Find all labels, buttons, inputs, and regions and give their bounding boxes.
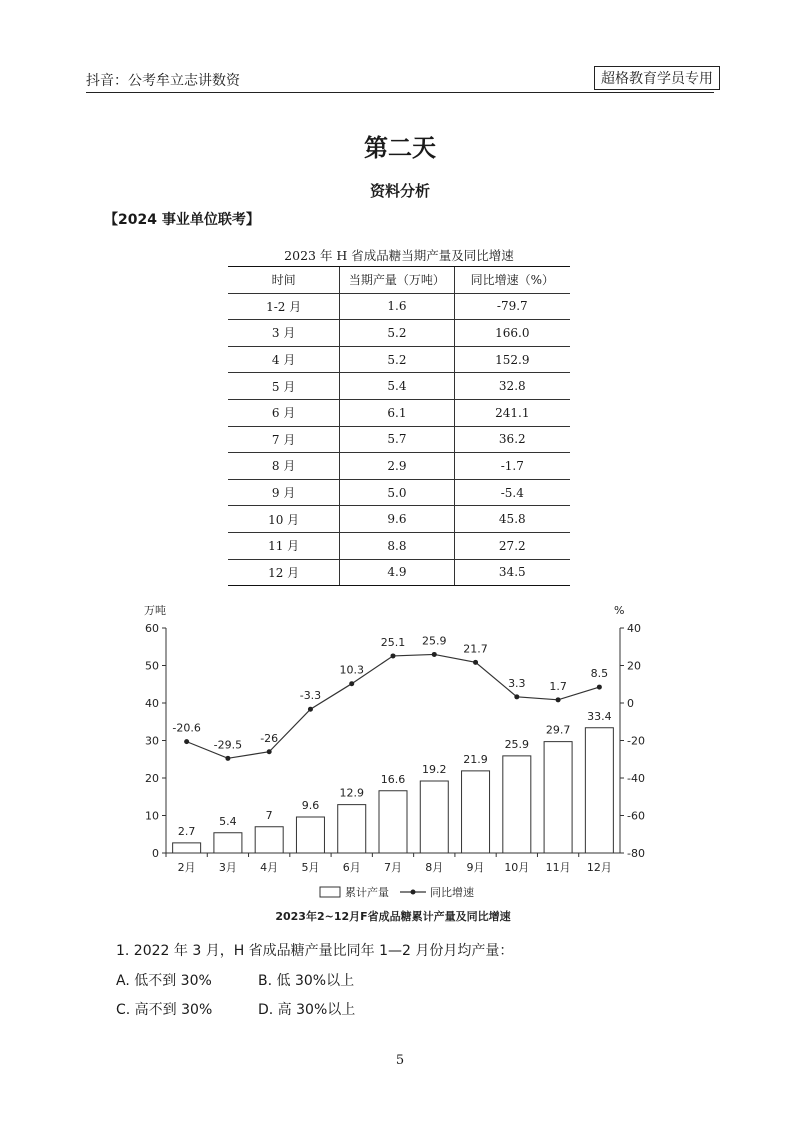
bar-data-label: 12.9 xyxy=(339,786,364,800)
table-row xyxy=(228,346,570,373)
line-data-label: 8.5 xyxy=(590,667,609,681)
table-cell: 45.8 xyxy=(454,506,570,533)
line-data-label: -3.3 xyxy=(299,689,322,703)
page-subtitle: 资料分析 xyxy=(369,182,430,200)
table-cell: -1.7 xyxy=(454,453,570,480)
bar-cumulative-output xyxy=(503,756,531,853)
bar-cumulative-output xyxy=(338,805,366,853)
table-row xyxy=(228,559,570,586)
right-axis-unit: % xyxy=(614,604,625,617)
bar-cumulative-output xyxy=(462,771,490,853)
table-cell: -79.7 xyxy=(454,293,570,320)
line-data-label: 1.7 xyxy=(549,679,567,693)
table-cell: 6.1 xyxy=(340,399,454,426)
table-cell: 5.7 xyxy=(340,426,454,453)
table-cell: 5.2 xyxy=(340,346,454,373)
left-axis-tick-label: 30 xyxy=(145,734,159,748)
table-cell: 152.9 xyxy=(454,346,570,373)
table-cell: 4.9 xyxy=(340,559,454,586)
table-cell: 5 月 xyxy=(228,373,340,400)
table-row xyxy=(228,320,570,347)
right-axis-tick-label: -40 xyxy=(627,772,645,785)
table-cell: 32.8 xyxy=(454,373,570,400)
bar-cumulative-output xyxy=(296,817,324,853)
legend-bar-swatch xyxy=(320,887,340,897)
table-cell: 6 月 xyxy=(228,399,340,426)
line-data-label: -20.6 xyxy=(172,721,201,735)
table-row xyxy=(228,399,570,426)
table-cell: 5.4 xyxy=(340,373,454,400)
line-point xyxy=(473,660,478,665)
table-cell: 8 月 xyxy=(228,453,340,480)
bar-cumulative-output xyxy=(544,742,572,853)
table-cell: -5.4 xyxy=(454,479,570,506)
table-header-cell: 时间 xyxy=(228,267,340,294)
x-axis-tick-label: 3月 xyxy=(218,861,237,874)
table-cell: 9.6 xyxy=(340,506,454,533)
line-point xyxy=(597,685,602,690)
table-cell: 36.2 xyxy=(454,426,570,453)
left-axis-tick-label: 50 xyxy=(145,659,159,673)
table-row xyxy=(228,373,570,400)
left-axis-tick-label: 20 xyxy=(145,772,159,785)
option-b[interactable]: B. 低 30%以上 xyxy=(258,973,355,989)
line-point xyxy=(267,749,272,754)
option-c[interactable]: C. 高不到 30% xyxy=(116,1002,213,1018)
left-axis-tick-label: 40 xyxy=(145,697,159,710)
table-cell: 8.8 xyxy=(340,532,454,559)
table-header-cell: 当期产量（万吨） xyxy=(340,267,454,294)
table-cell: 27.2 xyxy=(454,532,570,559)
header-left-text: 抖音：公考牟立志讲数资 xyxy=(86,73,240,89)
table-title: 2023 年 H 省成品糖当期产量及同比增速 xyxy=(284,248,514,263)
line-yoy-growth xyxy=(187,654,600,758)
right-axis-tick-label: -20 xyxy=(627,734,645,748)
legend-bar-label: 累计产量 xyxy=(345,886,389,899)
bar-cumulative-output xyxy=(255,827,283,853)
question-stem: 1. 2022 年 3 月，H 省成品糖产量比同年 1—2 月份月均产量： xyxy=(116,943,514,959)
chart-title: 2023年2~12月F省成品糖累计产量及同比增速 xyxy=(275,910,511,923)
line-data-label: -29.5 xyxy=(213,738,243,752)
line-data-label: 21.7 xyxy=(463,642,488,656)
bar-data-label: 19.2 xyxy=(422,763,447,776)
bar-data-label: 2.7 xyxy=(177,824,196,838)
table-row xyxy=(228,293,570,320)
option-a[interactable]: A. 低不到 30% xyxy=(116,973,212,989)
bar-cumulative-output xyxy=(585,728,613,853)
x-axis-tick-label: 11月 xyxy=(545,861,571,874)
bar-data-label: 5.4 xyxy=(219,814,237,828)
x-axis-tick-label: 4月 xyxy=(260,861,279,874)
page-number: 5 xyxy=(395,1053,405,1068)
line-data-label: 3.3 xyxy=(508,676,526,690)
right-axis-tick-label: 20 xyxy=(627,659,641,673)
legend-line-label: 同比增速 xyxy=(430,886,474,899)
bar-cumulative-output xyxy=(379,791,407,853)
x-axis-tick-label: 7月 xyxy=(384,861,402,874)
table-row xyxy=(228,426,570,453)
x-axis-tick-label: 10月 xyxy=(504,861,530,874)
table-cell: 3 月 xyxy=(228,320,340,347)
table-cell: 241.1 xyxy=(454,399,570,426)
left-axis-unit: 万吨 xyxy=(144,604,166,617)
line-point xyxy=(225,756,230,761)
x-axis-tick-label: 8月 xyxy=(425,861,444,874)
production-chart xyxy=(130,598,660,928)
section-label: 【2024 事业单位联考】 xyxy=(104,212,260,228)
table-header-cell: 同比增速（%） xyxy=(454,267,570,294)
table-row xyxy=(228,506,570,533)
bar-cumulative-output xyxy=(420,781,448,853)
bar-data-label: 21.9 xyxy=(463,752,488,766)
bar-data-label: 16.6 xyxy=(380,772,406,786)
x-axis-tick-label: 9月 xyxy=(466,861,485,874)
bar-cumulative-output xyxy=(214,833,242,853)
table-cell: 12 月 xyxy=(228,559,340,586)
bar-data-label: 29.7 xyxy=(545,723,571,737)
table-row xyxy=(228,532,570,559)
left-axis-tick-label: 60 xyxy=(145,622,159,635)
table-cell: 34.5 xyxy=(454,559,570,586)
line-point xyxy=(184,739,189,744)
line-data-label: 25.1 xyxy=(380,635,406,649)
x-axis-tick-label: 2月 xyxy=(177,861,196,874)
line-data-label: 10.3 xyxy=(339,663,364,677)
line-point xyxy=(308,707,313,712)
line-data-label: -26 xyxy=(260,731,279,745)
option-d[interactable]: D. 高 30%以上 xyxy=(258,1002,356,1018)
table-cell: 5.0 xyxy=(340,479,454,506)
right-axis-tick-label: -80 xyxy=(627,847,645,860)
x-axis-tick-label: 12月 xyxy=(586,861,612,874)
table-cell: 1-2 月 xyxy=(228,293,340,320)
table-row xyxy=(228,479,570,506)
right-axis-tick-label: 40 xyxy=(627,622,641,635)
table-cell: 9 月 xyxy=(228,479,340,506)
bar-cumulative-output xyxy=(173,843,201,853)
line-point xyxy=(432,652,437,657)
table-row xyxy=(228,453,570,480)
table-cell: 2.9 xyxy=(340,453,454,480)
right-axis-tick-label: 0 xyxy=(627,697,634,710)
legend-line-marker xyxy=(411,890,416,895)
line-point xyxy=(349,681,354,686)
line-data-label: 25.9 xyxy=(422,634,447,648)
table-cell: 1.6 xyxy=(340,293,454,320)
line-point xyxy=(391,653,396,658)
page-title: 第二天 xyxy=(364,133,436,162)
x-axis-tick-label: 5月 xyxy=(301,861,320,874)
bar-data-label: 33.4 xyxy=(587,709,612,723)
production-table xyxy=(228,266,570,586)
table-cell: 10 月 xyxy=(228,506,340,533)
table-header-row xyxy=(228,267,570,294)
header-right-badge: 超格教育学员专用 xyxy=(594,66,720,90)
table-cell: 5.2 xyxy=(340,320,454,347)
bar-data-label: 9.6 xyxy=(301,799,320,812)
header-divider xyxy=(86,92,714,93)
table-cell: 4 月 xyxy=(228,346,340,373)
bar-data-label: 25.9 xyxy=(504,737,530,751)
table-cell: 166.0 xyxy=(454,320,570,347)
table-cell: 7 月 xyxy=(228,426,340,453)
left-axis-tick-label: 0 xyxy=(152,847,159,860)
left-axis-tick-label: 10 xyxy=(145,809,159,823)
x-axis-tick-label: 6月 xyxy=(342,861,361,874)
table-cell: 11 月 xyxy=(228,532,340,559)
line-point xyxy=(514,694,519,699)
right-axis-tick-label: -60 xyxy=(627,809,645,823)
line-point xyxy=(556,697,561,702)
bar-data-label: 7 xyxy=(265,808,273,822)
